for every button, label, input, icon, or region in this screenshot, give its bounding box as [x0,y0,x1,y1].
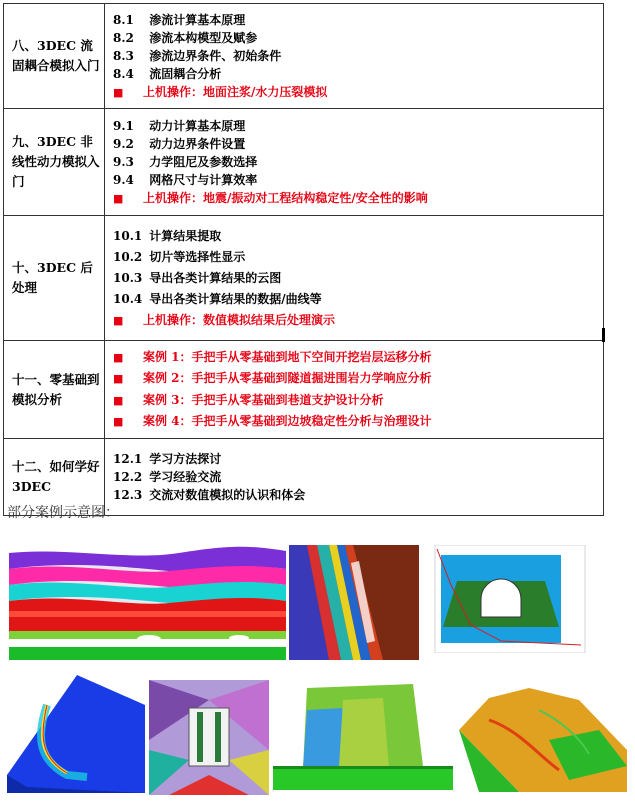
course-outline-table [3,3,604,516]
practice-text: 案例 1：手把手从零基础到地下空间开挖岩层运移分析 [143,349,432,364]
item-text: 动力边界条件设置 [149,136,246,151]
table-edge-mark [602,328,605,342]
chapter-items [105,439,604,516]
figures-caption: 部分案例示意图： [7,505,119,521]
list-item [113,468,595,486]
practice-item [113,390,595,412]
item-number: 12.1 [113,452,143,466]
item-number: 8.2 [113,30,134,45]
chapter-title: 十二、如何学好 3DEC [4,439,105,516]
monitor-icon: ■ [113,85,124,99]
chapter-row-11 [4,341,604,439]
block-collapse-figure [273,680,453,795]
item-number: 9.4 [113,172,134,187]
chapter-row-8 [4,4,604,109]
chapter-title: 八、3DEC 流固耦合模拟入门 [4,4,105,109]
monitor-icon: ■ [113,191,124,205]
practice-item [113,368,595,390]
strata-model-figure [9,545,286,660]
practice-text: 上机操作：地震/振动对工程结构稳定性/安全性的影响 [143,190,428,205]
practice-text: 案例 3：手把手从零基础到巷道支护设计分析 [143,392,384,407]
item-text: 动力计算基本原理 [149,118,246,133]
chapter-row-10 [4,216,604,341]
monitor-icon: ■ [113,393,124,407]
item-text: 渗流计算基本原理 [149,12,246,27]
monitor-icon: ■ [113,415,124,428]
item-text: 流固耦合分析 [149,66,222,81]
item-number: 10.2 [113,249,143,264]
item-number: 10.3 [113,270,143,285]
practice-item [113,411,595,433]
list-item [113,135,595,153]
list-item [113,486,595,504]
list-item [113,29,595,47]
slope-contour-figure [7,675,145,793]
item-number: 10.1 [113,228,143,243]
chapter-row-9 [4,109,604,216]
item-number: 8.3 [113,48,134,63]
monitor-icon: ■ [113,350,124,364]
item-number: 9.2 [113,136,134,151]
list-item [113,450,595,468]
chapter-title: 十、3DEC 后处理 [4,216,105,341]
chapter-title: 十一、零基础到模拟分析 [4,341,105,439]
item-number: 10.4 [113,291,143,306]
item-text: 渗流本构模型及赋参 [149,30,258,45]
item-number: 9.3 [113,154,134,169]
item-text: 交流对数值模拟的认识和体会 [149,488,306,502]
inclined-joint-figure [289,545,419,660]
chapter-items [105,109,604,216]
item-number: 9.1 [113,118,134,133]
list-item [113,47,595,65]
item-number: 8.1 [113,12,134,27]
practice-text: 案例 2：手把手从零基础到隧道掘进围岩力学响应分析 [143,371,432,385]
item-text: 力学阻尼及参数选择 [149,154,258,169]
chapter-items [105,4,604,109]
practice-item [113,189,595,208]
item-text: 学习方法探讨 [149,452,222,466]
practice-text: 上机操作：地面注浆/水力压裂模拟 [143,84,328,99]
list-item [113,11,595,29]
chapter-title: 九、3DEC 非线性动力模拟入门 [4,109,105,216]
roadway-support-figure [149,680,269,795]
item-text: 导出各类计算结果的云图 [149,270,282,285]
practice-text: 案例 4：手把手从零基础到边坡稳定性分析与治理设计 [143,414,432,428]
list-item [113,289,595,310]
list-item [113,153,595,171]
practice-item [113,83,595,102]
chapter-items [105,216,604,341]
list-item [113,65,595,83]
chapter-items [105,341,604,439]
item-text: 计算结果提取 [149,228,222,243]
tunnel-section-figure [421,545,589,660]
item-number: 8.4 [113,66,134,81]
item-text: 学习经验交流 [149,470,222,484]
monitor-icon: ■ [113,372,124,385]
monitor-icon: ■ [113,313,124,327]
list-item [113,226,595,247]
item-text: 切片等选择性显示 [149,249,246,264]
item-number: 12.2 [113,470,143,484]
list-item [113,117,595,135]
item-number: 12.3 [113,488,143,502]
list-item [113,171,595,189]
list-item [113,247,595,268]
terrain-landslide-figure [459,680,627,792]
practice-item [113,347,595,369]
list-item [113,268,595,289]
practice-item [113,310,595,331]
item-text: 导出各类计算结果的数据/曲线等 [149,291,322,306]
item-text: 渗流边界条件、初始条件 [149,48,282,63]
item-text: 网格尺寸与计算效率 [149,172,258,187]
practice-text: 上机操作：数值模拟结果后处理演示 [143,312,336,327]
